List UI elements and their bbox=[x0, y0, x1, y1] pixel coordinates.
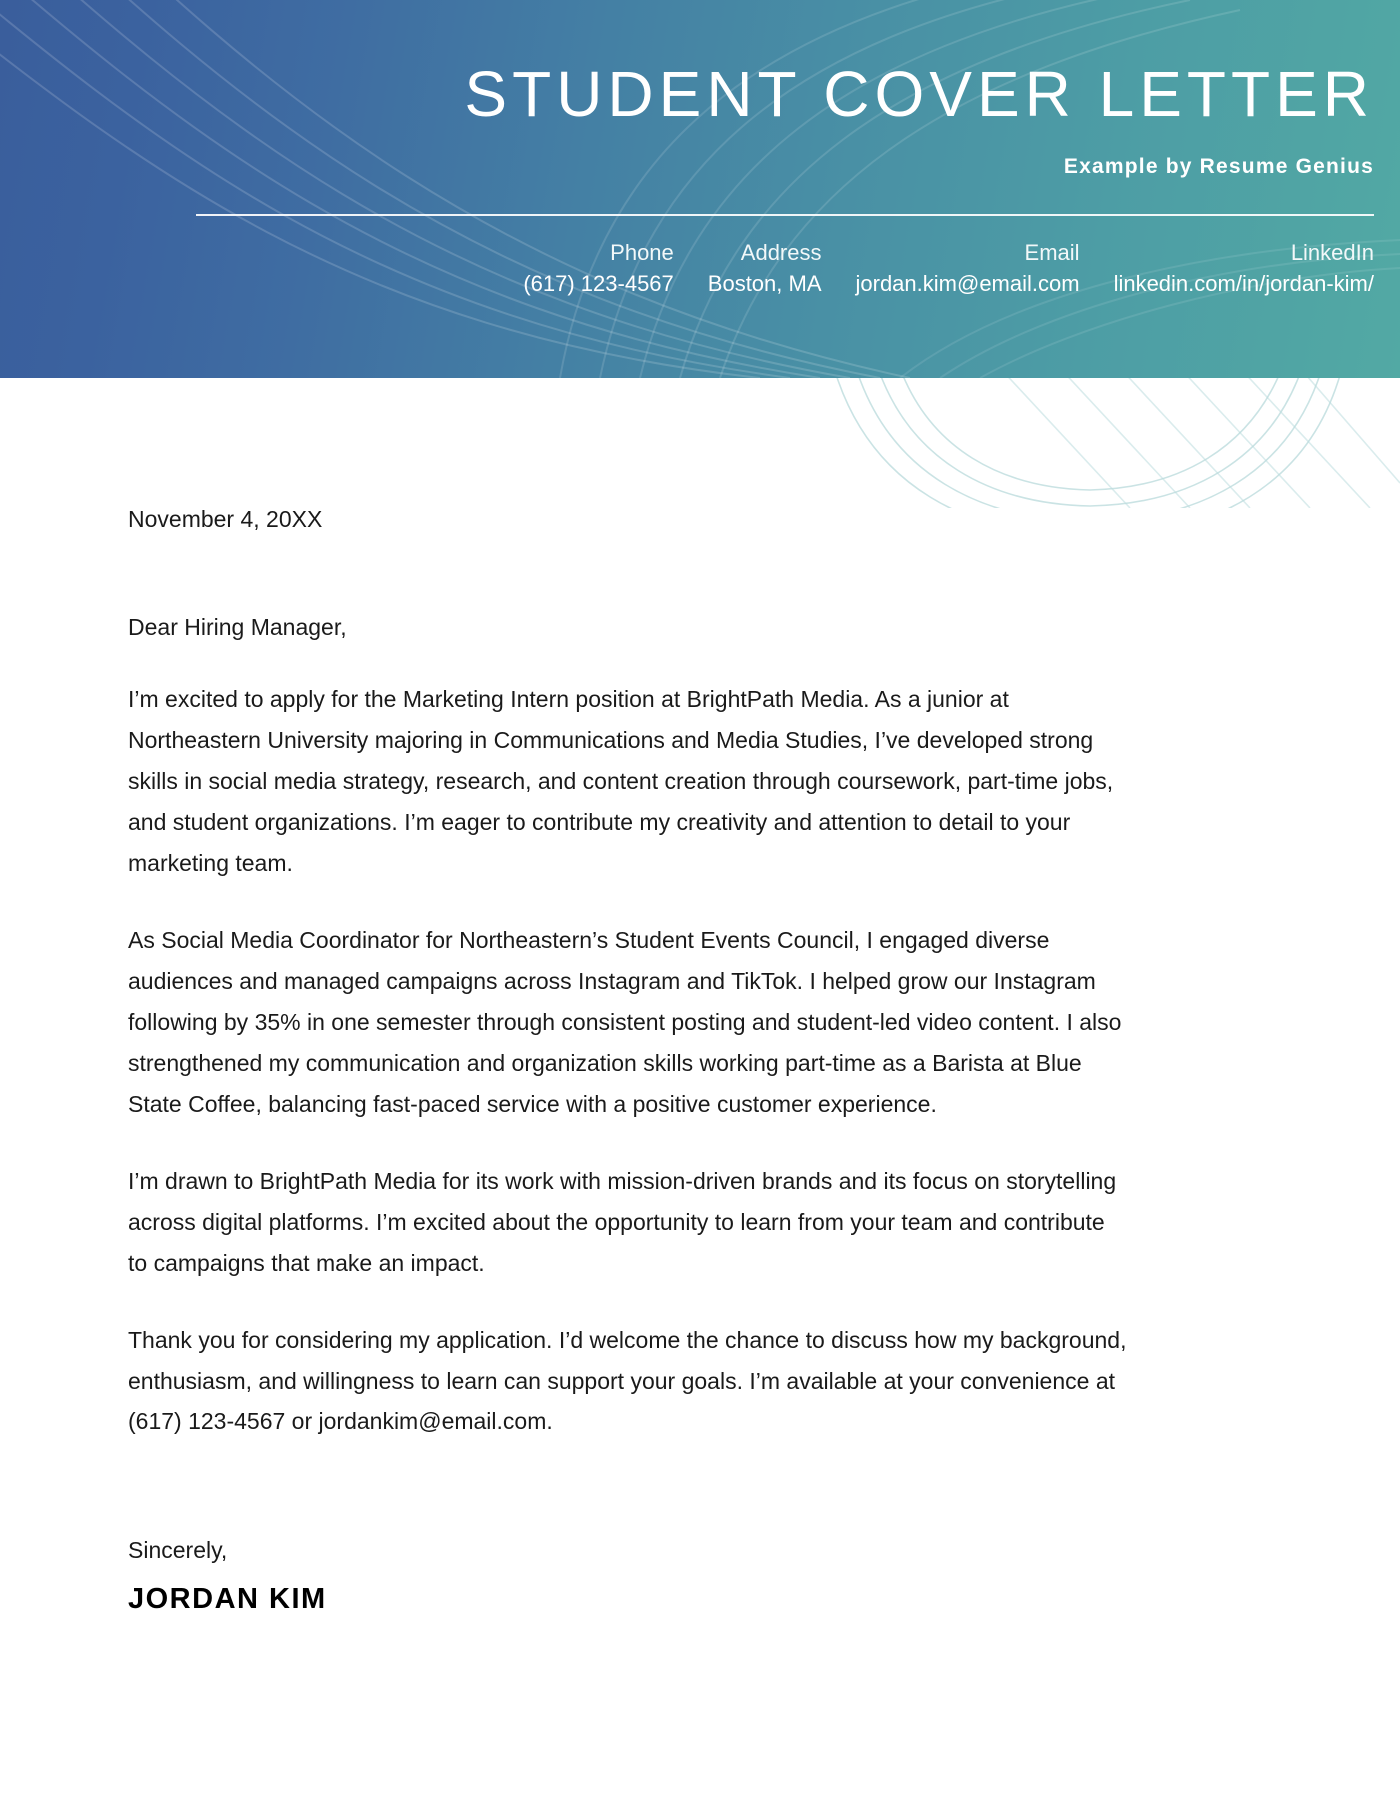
document-subtitle: Example by Resume Genius bbox=[1063, 155, 1374, 178]
below-header-decorative-arcs bbox=[0, 378, 1400, 508]
contact-label-address: Address bbox=[740, 240, 822, 265]
letter-paragraph: As Social Media Coordinator for Northeastern’s Student Events Council, I engaged diverse audiences and managed campaigns across Instagram and TikTok. I helped grow our Instagram following by 35% in one semester through consistent posting and student-led video content. I also strengthened my communication and organization skills working part-time as a Barista at Blue State Coffee, balancing fast-paced service with a positive customer experience. bbox=[128, 927, 1122, 1117]
contact-item-linkedin bbox=[1080, 238, 1374, 300]
contact-label-linkedin: LinkedIn bbox=[1290, 240, 1374, 265]
contact-value-email[interactable]: jordan.kim@email.com bbox=[855, 270, 1080, 296]
letter-paragraph: I’m excited to apply for the Marketing Intern position at BrightPath Media. As a junior at Northeastern University majoring in Communications and Media Studies, I’ve developed strong skills in social media strategy, research, and content creation through coursework, part-time jobs, and student organizations. I’m eager to contribute my creativity and attention to detail to your marketing team. bbox=[128, 686, 1114, 877]
letter-paragraph: Thank you for considering my application. I’d welcome the chance to discuss how my background, enthusiasm, and willingness to learn can support your goals. I’m available at your convenience at (617) 123-4567 or jordankim@email.com. bbox=[128, 1326, 1127, 1435]
contact-item-phone bbox=[489, 238, 673, 300]
contact-value-phone: (617) 123-4567 bbox=[523, 270, 674, 296]
letter-body bbox=[0, 503, 1400, 1616]
header-divider bbox=[196, 214, 1374, 216]
letter-paragraph: I’m drawn to BrightPath Media for its work with mission-driven brands and its focus on storytelling across digital platforms. I’m excited about the opportunity to learn from your team and contribute to campaigns that make an impact. bbox=[128, 1167, 1117, 1276]
contact-info-row bbox=[196, 238, 1374, 300]
contact-item-address bbox=[674, 238, 822, 300]
page-title: STUDENT COVER LETTER bbox=[464, 58, 1374, 130]
contact-item-email bbox=[822, 238, 1080, 300]
document-header bbox=[0, 0, 1400, 378]
letter-salutation: Dear Hiring Manager, bbox=[128, 614, 347, 641]
signature-name: JORDAN KIM bbox=[128, 1582, 327, 1615]
letter-closing: Sincerely, bbox=[128, 1537, 228, 1564]
letter-date: November 4, 20XX bbox=[128, 506, 323, 532]
contact-value-linkedin[interactable]: linkedin.com/in/jordan-kim/ bbox=[1113, 270, 1374, 296]
contact-value-address: Boston, MA bbox=[707, 270, 822, 296]
contact-label-phone: Phone bbox=[610, 240, 674, 265]
contact-label-email: Email bbox=[1024, 240, 1080, 265]
